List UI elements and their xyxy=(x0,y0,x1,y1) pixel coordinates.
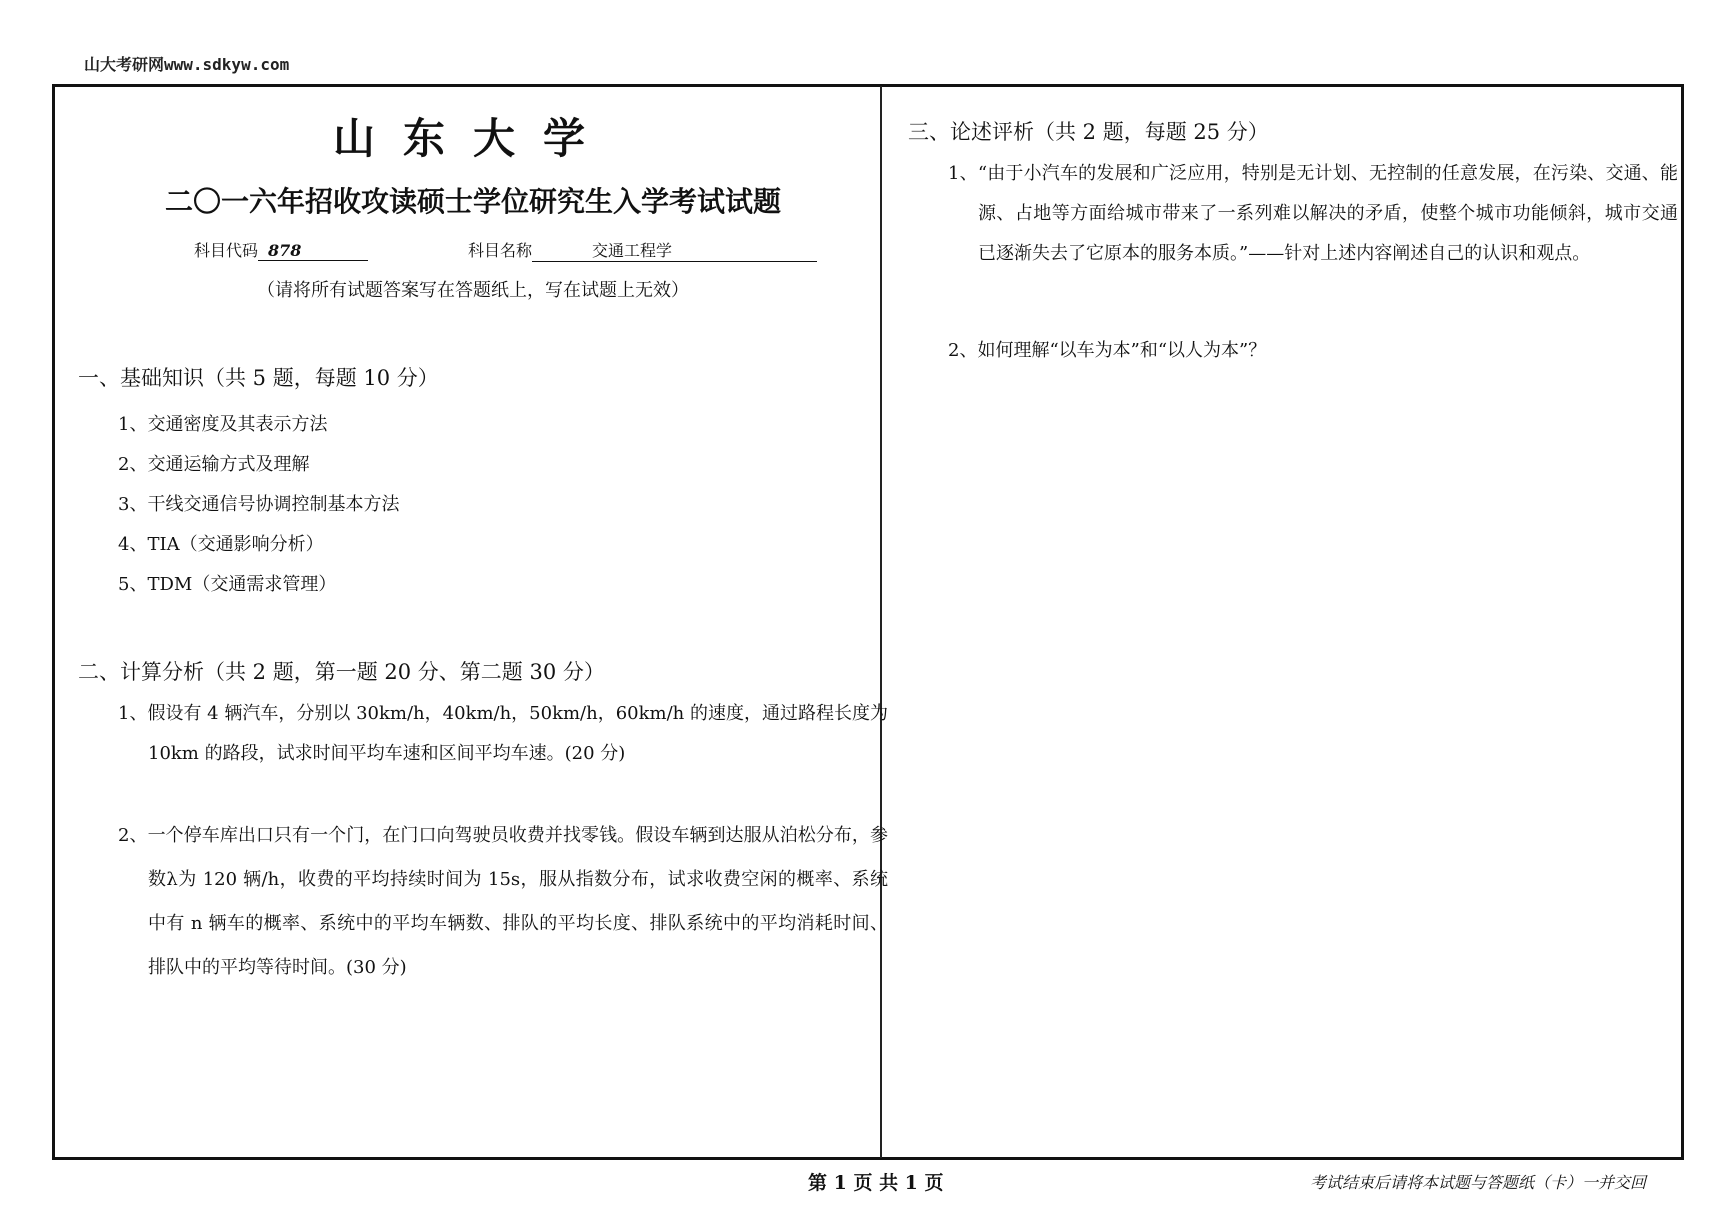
section-1-item: 2、交通运输方式及理解 xyxy=(118,454,310,475)
subject-name-row xyxy=(468,238,817,262)
notice: （请将所有试题答案写在答题纸上，写在试题上无效） xyxy=(257,280,689,301)
footer-note: 考试结束后请将本试题与答题纸（卡）一并交回 xyxy=(1310,1173,1647,1192)
subject-name-label: 科目名称 xyxy=(468,241,533,260)
section-1-heading: 一、基础知识（共 5 题，每题 10 分） xyxy=(78,366,439,390)
subject-code-value: 878 xyxy=(258,241,368,261)
section-3-question-2: 2、如何理解“以车为本”和“以人为本”？ xyxy=(948,340,1267,361)
subject-code-row xyxy=(194,238,368,261)
section-1-item: 4、TIA（交通影响分析） xyxy=(118,534,324,555)
section-1-item: 5、TDM（交通需求管理） xyxy=(118,574,337,595)
subject-name-value: 交通工程学 xyxy=(532,238,817,262)
subject-code-label: 科目代码 xyxy=(194,241,259,260)
section-3-heading: 三、论述评析（共 2 题，每题 25 分） xyxy=(908,120,1269,144)
column-divider xyxy=(880,86,882,1158)
university-name: 山东大学 xyxy=(332,114,613,163)
section-2-question-2: 2、一个停车库出口只有一个门，在门口向驾驶员收费并找零钱。假设车辆到达服从泊松分布，参数λ为 120 辆/h，收费的平均持续时间为 15s，服从指数分布，试求收费空闲的概率、系统中有 n 辆车的概率、系统中的平均车辆数、排队的平均长度、排队系统中的平均消耗时间、排队中的平均等待时间。(30 分) xyxy=(118,825,888,978)
section-2-question-1: 1、假设有 4 辆汽车，分别以 30km/h，40km/h，50km/h，60km/h 的速度，通过路程长度为 10km 的路段，试求时间平均车速和区间平均车速。(20 分) xyxy=(118,703,888,764)
exam-title: 二〇一六年招收攻读硕士学位研究生入学考试试题 xyxy=(164,185,781,218)
section-1-item: 1、交通密度及其表示方法 xyxy=(118,414,328,435)
section-1-item: 3、干线交通信号协调控制基本方法 xyxy=(118,494,400,515)
site-watermark: 山大考研网www.sdkyw.com xyxy=(84,55,290,74)
section-3-question-1: 1、“由于小汽车的发展和广泛应用，特别是无计划、无控制的任意发展，在污染、交通、能源、占地等方面给城市带来了一系列难以解决的矛盾，使整个城市功能倾斜，城市交通已逐渐失去了它原本的服务本质。”——针对上述内容阐述自己的认识和观点。 xyxy=(948,163,1678,264)
page-number: 第 1 页 共 1 页 xyxy=(808,1172,944,1194)
section-2-heading: 二、计算分析（共 2 题，第一题 20 分、第二题 30 分） xyxy=(78,660,605,684)
